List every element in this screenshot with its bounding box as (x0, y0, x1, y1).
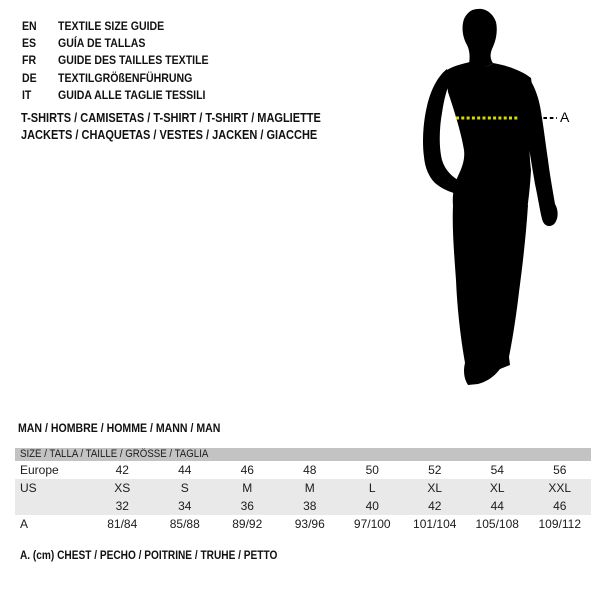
language-label: GUIDA ALLE TAGLIE TESSILI (58, 87, 206, 102)
language-row-fr (22, 52, 229, 69)
silhouette-legs (453, 205, 528, 385)
table-cell: 54 (490, 463, 504, 477)
table-row (15, 479, 591, 497)
category-tshirts: T-SHIRTS / CAMISETAS / T-SHIRT / T-SHIRT / MAGLIETTE (21, 111, 321, 125)
language-list (22, 17, 229, 103)
table-cell: 42 (428, 499, 442, 513)
table-cell: 36 (240, 499, 254, 513)
table-cell: L (368, 481, 376, 495)
language-code: EN (22, 18, 37, 33)
table-cell: XL (427, 481, 443, 495)
table-cell: 40 (365, 499, 379, 513)
table-cell: S (180, 481, 189, 495)
language-row-en (22, 17, 229, 34)
language-row-es (22, 34, 229, 51)
table-cell: 44 (490, 499, 504, 513)
silhouette-head (463, 9, 497, 67)
table-cell: 109/112 (538, 517, 581, 531)
size-table-header: SIZE / TALLA / TAILLE / GRÖSSE / TAGLIA (15, 448, 591, 461)
table-cell: 56 (553, 463, 567, 477)
section-title: MAN / HOMBRE / HOMME / MANN / MAN (18, 421, 221, 435)
table-cell: 50 (365, 463, 379, 477)
table-row (15, 515, 591, 533)
table-cell: 42 (115, 463, 129, 477)
table-cell: 48 (303, 463, 317, 477)
language-label: TEXTILE SIZE GUIDE (58, 18, 165, 33)
table-cell: XXL (548, 481, 572, 495)
language-code: DE (22, 70, 37, 85)
table-cell: 97/100 (353, 517, 391, 531)
man-silhouette-figure (390, 0, 600, 420)
table-cell: 105/108 (475, 517, 519, 531)
table-cell: 44 (178, 463, 192, 477)
table-row-label: A (20, 517, 29, 531)
table-cell: 32 (115, 499, 129, 513)
table-row (15, 497, 591, 515)
table-cell: 81/84 (107, 517, 138, 531)
size-table (15, 448, 591, 533)
table-row (15, 461, 591, 479)
table-cell: 85/88 (169, 517, 200, 531)
language-row-de (22, 69, 229, 86)
table-cell: 46 (553, 499, 567, 513)
table-cell: 93/96 (294, 517, 325, 531)
man-silhouette-svg (390, 0, 600, 420)
table-cell: M (242, 481, 253, 495)
table-cell: 89/92 (232, 517, 263, 531)
language-code: ES (22, 35, 37, 50)
size-table-rows (15, 461, 591, 533)
table-row-label: Europe (20, 463, 59, 477)
table-cell: XL (489, 481, 505, 495)
language-code: FR (22, 53, 37, 68)
table-cell: 34 (178, 499, 192, 513)
table-cell: 101/104 (413, 517, 457, 531)
table-cell: 38 (303, 499, 317, 513)
table-cell: M (304, 481, 315, 495)
table-cell: XS (114, 481, 131, 495)
table-row-label: US (20, 481, 37, 495)
table-cell: 46 (240, 463, 254, 477)
table-cell: 52 (428, 463, 442, 477)
measurement-footnote: A. (cm) CHEST / PECHO / POITRINE / TRUHE / PETTO (20, 550, 278, 562)
language-label: TEXTILGRÖßENFÜHRUNG (58, 70, 193, 85)
garment-categories (21, 110, 362, 145)
category-jackets: JACKETS / CHAQUETAS / VESTES / JACKEN / GIACCHE (21, 128, 318, 143)
language-label: GUIDE DES TAILLES TEXTILE (58, 53, 209, 68)
language-row-it (22, 86, 229, 103)
language-label: GUÍA DE TALLAS (58, 35, 146, 50)
measure-label-a: A (560, 109, 570, 125)
language-code: IT (22, 87, 32, 102)
